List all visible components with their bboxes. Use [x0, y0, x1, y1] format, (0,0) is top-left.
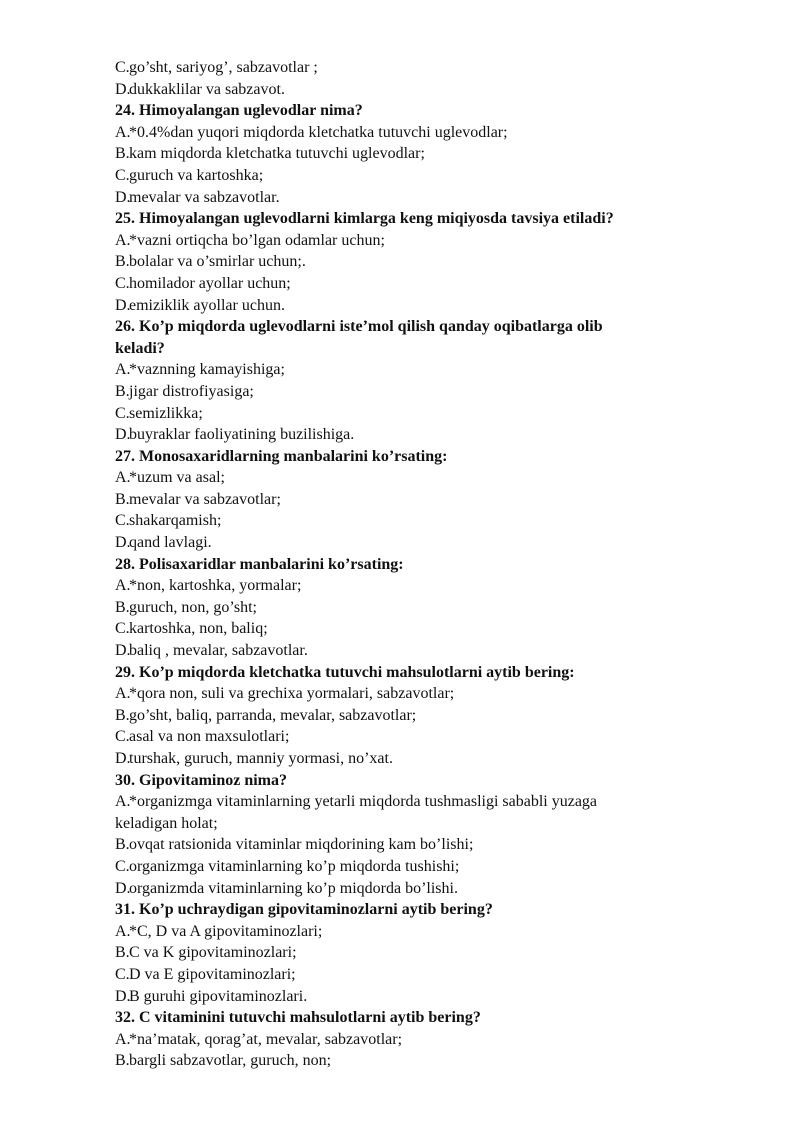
option-text: jigar distrofiyasiga; [129, 382, 254, 400]
option-letter: A. [115, 793, 131, 811]
option-letter: D. [115, 642, 131, 660]
answer-option [115, 273, 710, 295]
answer-option [115, 878, 710, 900]
option-text: B guruhi gipovitaminozlari. [129, 987, 308, 1005]
option-letter: C. [115, 728, 130, 746]
question-heading: 30. Gipovitaminoz nima? [115, 771, 288, 789]
option-text: baliq , mevalar, sabzavotlar. [129, 642, 308, 660]
option-letter: B. [115, 706, 130, 724]
answer-option [115, 122, 710, 144]
option-text: bargli sabzavotlar, guruch, non; [129, 1052, 332, 1070]
option-letter: C. [115, 166, 130, 184]
option-text: *0.4%dan yuqori miqdorda kletchatka tutuvchi uglevodlar; [129, 123, 508, 141]
question-heading: 26. Ko’p miqdorda uglevodlarni iste’mol qilish qanday oqibatlarga olib [115, 318, 603, 336]
option-letter: A. [115, 685, 131, 703]
option-text: homilador ayollar uchun; [129, 274, 291, 292]
answer-option [115, 532, 710, 554]
option-text: *C, D va A gipovitaminozlari; [129, 922, 323, 940]
answer-option [115, 575, 710, 597]
option-letter: D. [115, 426, 131, 444]
answer-option [115, 834, 710, 856]
question-heading: 31. Ko’p uchraydigan gipovitaminozlarni aytib bering? [115, 901, 493, 919]
answer-option [115, 467, 710, 489]
answer-option [115, 964, 710, 986]
answer-option [115, 986, 710, 1008]
option-text: go’sht, baliq, parranda, mevalar, sabzavotlar; [129, 706, 417, 724]
option-text: dukkaklilar va sabzavot. [129, 80, 285, 98]
answer-option [115, 403, 710, 425]
option-letter: B. [115, 1052, 130, 1070]
answer-option [115, 510, 710, 532]
option-letter: B. [115, 382, 130, 400]
option-letter: A. [115, 231, 131, 249]
option-letter: D. [115, 80, 131, 98]
option-letter: A. [115, 123, 131, 141]
option-text: *uzum va asal; [129, 469, 225, 487]
option-letter: D. [115, 188, 131, 206]
answer-option [115, 165, 710, 187]
option-letter: D. [115, 879, 131, 897]
option-text: ovqat ratsionida vitaminlar miqdorining kam bo’lishi; [129, 836, 474, 854]
option-letter: C. [115, 404, 130, 422]
answer-option [115, 640, 710, 662]
answer-option [115, 705, 710, 727]
option-text: shakarqamish; [129, 512, 222, 530]
option-letter: D. [115, 750, 131, 767]
option-letter: C. [115, 274, 130, 292]
option-text: mevalar va sabzavotlar; [129, 490, 281, 508]
option-letter: A. [115, 922, 131, 940]
answer-option [115, 1029, 710, 1051]
option-letter: B. [115, 145, 130, 163]
option-text: kartoshka, non, baliq; [129, 620, 268, 638]
option-text: *organizmga vitaminlarning yetarli miqdorda tushmasligi sababli yuzaga [129, 793, 598, 811]
answer-option [115, 143, 710, 165]
option-text: guruch va kartoshka; [129, 166, 264, 184]
answer-option [115, 57, 710, 79]
option-letter: B. [115, 944, 130, 962]
answer-option [115, 79, 710, 101]
question-heading: 32. C vitaminini tutuvchi mahsulotlarni aytib bering? [115, 1009, 481, 1027]
answer-option [115, 856, 710, 878]
option-text: go’sht, sariyog’, sabzavotlar ; [129, 59, 318, 76]
option-letter: B. [115, 598, 130, 616]
option-text: turshak, guruch, manniy yormasi, no’xat. [129, 750, 393, 767]
question-heading: 29. Ko’p miqdorda kletchatka tutuvchi mahsulotlarni aytib bering: [115, 663, 575, 681]
answer-option [115, 230, 710, 252]
option-letter: A. [115, 1030, 131, 1048]
answer-option [115, 359, 710, 381]
answer-option [115, 381, 710, 403]
answer-option [115, 187, 710, 209]
option-text: guruch, non, go’sht; [129, 598, 257, 616]
option-letter: B. [115, 253, 130, 271]
option-letter: D. [115, 534, 131, 552]
option-continuation: keladigan holat; [115, 814, 218, 832]
question-heading: keladi? [115, 339, 165, 357]
option-text: *qora non, suli va grechixa yormalari, sabzavotlar; [129, 685, 455, 703]
option-letter: C. [115, 512, 130, 530]
option-letter: A. [115, 361, 131, 379]
option-text: semizlikka; [129, 404, 203, 422]
option-letter: C. [115, 857, 130, 875]
question-heading: 24. Himoyalangan uglevodlar nima? [115, 102, 363, 120]
option-letter: D. [115, 987, 131, 1005]
option-text: emiziklik ayollar uchun. [129, 296, 285, 314]
answer-option [115, 251, 710, 273]
answer-option [115, 295, 710, 317]
question-heading: 27. Monosaxaridlarning manbalarini ko’rsating: [115, 447, 448, 465]
answer-option [115, 791, 710, 813]
answer-option [115, 683, 710, 705]
option-letter: B. [115, 490, 130, 508]
option-text: qand lavlagi. [129, 534, 212, 552]
option-letter: C. [115, 620, 130, 638]
option-text: *vazni ortiqcha bo’lgan odamlar uchun; [129, 231, 385, 249]
option-text: D va E gipovitaminozlari; [129, 965, 296, 983]
answer-option [115, 726, 710, 748]
option-letter: D. [115, 296, 131, 314]
option-text: asal va non maxsulotlari; [129, 728, 290, 746]
option-letter: B. [115, 836, 130, 854]
option-text: mevalar va sabzavotlar. [129, 188, 280, 206]
answer-option [115, 489, 710, 511]
answer-option [115, 748, 710, 770]
option-letter: C. [115, 965, 130, 983]
option-text: *na’matak, qorag’at, mevalar, sabzavotlar; [129, 1030, 403, 1048]
answer-option [115, 921, 710, 943]
option-text: organizmga vitaminlarning ko’p miqdorda tushishi; [129, 857, 460, 875]
question-heading: 25. Himoyalangan uglevodlarni kimlarga keng miqiyosda tavsiya etiladi? [115, 210, 614, 228]
answer-option [115, 1050, 710, 1072]
answer-option [115, 424, 710, 446]
answer-option [115, 942, 710, 964]
option-text: buyraklar faoliyatining buzilishiga. [129, 426, 355, 444]
option-text: organizmda vitaminlarning ko’p miqdorda bo’lishi. [129, 879, 458, 897]
option-letter: A. [115, 577, 131, 595]
option-text: C va K gipovitaminozlari; [129, 944, 297, 962]
option-letter: C. [115, 59, 130, 76]
option-text: *vaznning kamayishiga; [129, 361, 285, 379]
answer-option [115, 618, 710, 640]
answer-option [115, 597, 710, 619]
option-text: bolalar va o’smirlar uchun;. [129, 253, 306, 271]
option-letter: A. [115, 469, 131, 487]
option-text: *non, kartoshka, yormalar; [129, 577, 302, 595]
option-text: kam miqdorda kletchatka tutuvchi uglevodlar; [129, 145, 425, 163]
question-heading: 28. Polisaxaridlar manbalarini ko’rsating: [115, 555, 404, 573]
